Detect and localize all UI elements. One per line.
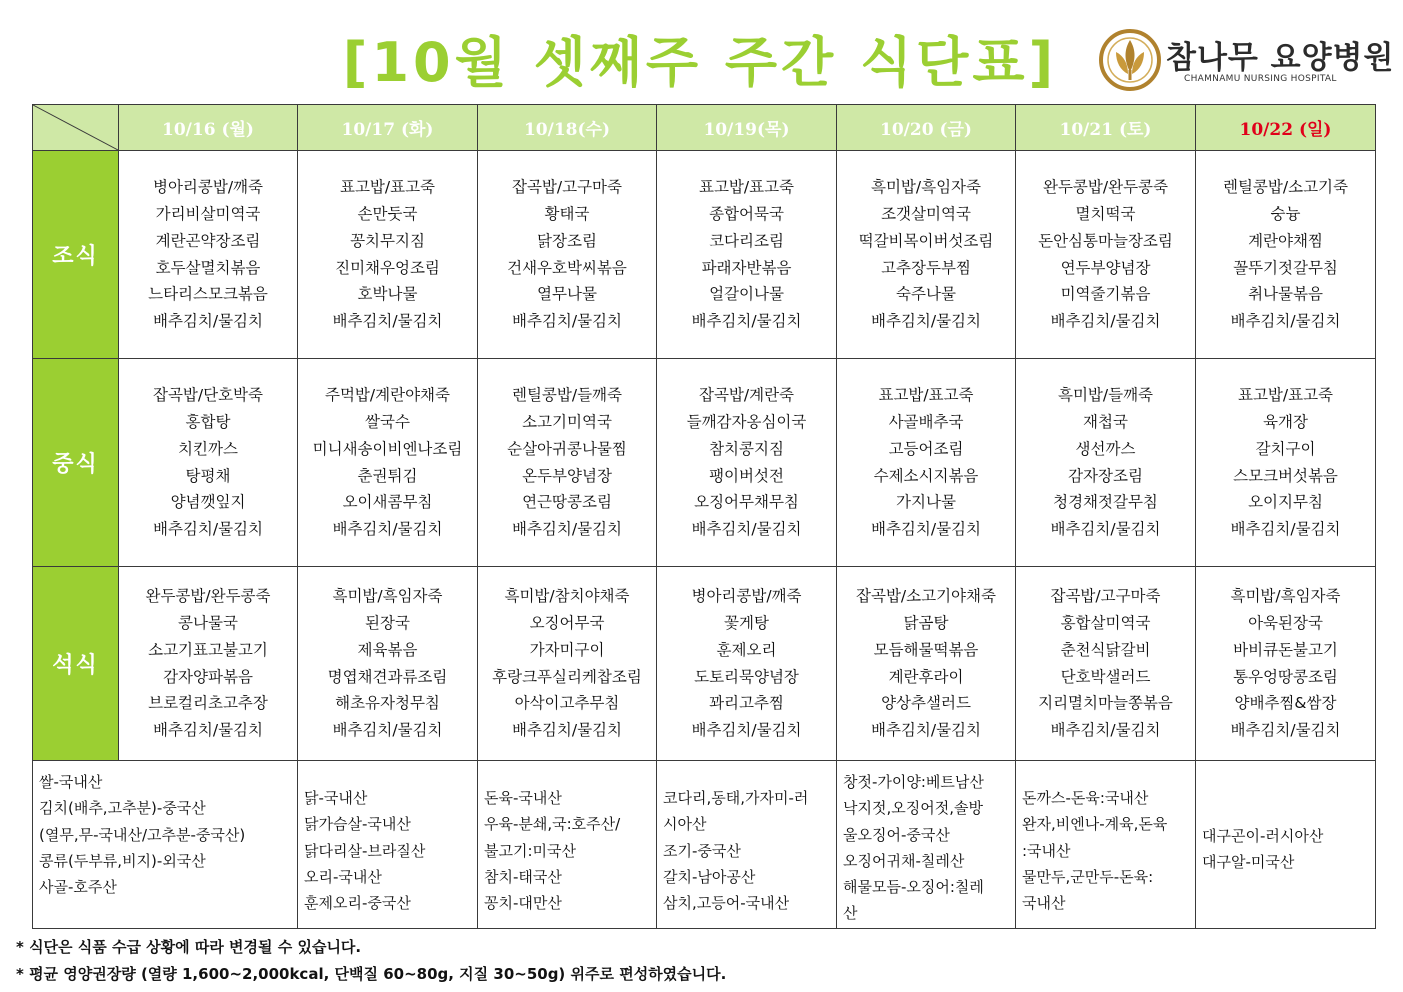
dish-item: 소고기미역국 [522,412,612,431]
dish-item: 돈안심통마늘장조림 [1038,231,1173,250]
menu-cell [1196,567,1376,761]
origin-line: 돈까스-돈육:국내산 [1022,789,1149,807]
dish-item: 배추김치/물김치 [870,721,982,740]
dish-item: 수제소시지볶음 [873,466,979,485]
dish-item: 훈제오리 [716,640,777,659]
dish-item: 연근땅콩조림 [522,493,612,512]
dish-item: 양념깻잎지 [170,493,246,512]
dish-item: 제육볶음 [357,640,418,659]
origin-line: 닭가슴살-국내산 [304,815,411,834]
dish-item: 손만둣국 [357,204,418,223]
dish-item: 모듬해물떡볶음 [873,640,979,659]
dish-item: 계란야채찜 [1248,231,1323,250]
origin-line: 산 [843,904,858,923]
dish-item: 흑미밥/흑임자죽 [332,587,443,606]
dish-item: 배추김치/물김치 [1050,312,1161,331]
origin-line: 삼치,고등어-국내산 [663,894,790,913]
day-header: 10/21 (토) [1016,105,1196,151]
dish-item: 단호박샐러드 [1060,667,1151,686]
day-header: 10/16 (월) [119,105,298,151]
dish-item: 진미채우엉조림 [335,258,440,277]
origin-line: 오징어귀채-칠레산 [843,851,965,870]
meal-row-dinner [33,567,1376,761]
dish-item: 온두부양념장 [522,466,612,485]
dish-item: 배추김치/물김치 [1050,721,1161,740]
dish-item: 갈치구이 [1255,439,1316,458]
origin-line: 사골-호주산 [39,878,117,897]
hospital-name: 참나무 요양병원 [1166,40,1395,76]
origin-line: 대구곤이-러시아산 [1202,827,1324,845]
dish-item: 배추김치/물김치 [870,312,982,331]
dish-item: 감자양파볶음 [163,667,253,686]
menu-cell [657,567,837,761]
dish-item: 배추김치/물김치 [152,312,264,331]
origin-line: 조기-중국산 [663,841,741,860]
dish-item: 흑미밥/흑임자죽 [1230,587,1341,606]
dish-item: 표고밥/표고죽 [878,386,974,405]
origin-line: 오리-국내산 [304,867,382,886]
origin-line: 완자,비엔나-계육,돈육 [1022,815,1168,834]
menu-cell [478,359,657,567]
dish-item: 종합어묵국 [709,204,784,223]
dish-item: 병아리콩밥/깨죽 [691,587,802,606]
origin-line: 우육-분쇄,국:호주산/ [484,815,621,834]
origin-line: 시아산 [663,815,707,834]
dish-item: 배추김치/물김치 [691,312,802,331]
menu-cell [478,151,657,359]
origin-line: 해물모듬-오징어:칠레 [843,878,984,897]
dish-item: 육개장 [1263,412,1308,431]
meal-row-breakfast [33,151,1376,359]
dish-item: 잡곡밥/계란죽 [698,386,795,405]
dish-item: 감자장조림 [1068,466,1143,485]
dish-item: 배추김치/물김치 [511,721,623,740]
dish-item: 팽이버섯전 [709,466,784,485]
dish-item: 오징어무국 [529,613,605,632]
day-header: 10/19(목) [657,105,837,151]
dish-item: 쌀국수 [365,412,410,431]
dish-item: 아욱된장국 [1248,613,1323,632]
dish-item: 양상추샐러드 [881,694,971,713]
diagonal-divider [33,105,118,150]
footnotes [16,934,726,988]
origin-row [33,761,1376,929]
dish-item: 배추김치/물김치 [870,520,982,539]
menu-cell [837,359,1016,567]
dish-item: 흑미밥/들깨죽 [1057,386,1154,405]
dish-item: 배추김치/물김치 [332,312,443,331]
dish-item: 숭늉 [1270,204,1301,223]
dish-item: 아삭이고추무침 [514,694,620,713]
dish-item: 잡곡밥/소고기야채죽 [856,587,996,606]
dish-item: 배추김치/물김치 [1230,312,1341,331]
dish-item: 통우엉땅콩조림 [1233,667,1338,686]
dish-item: 도토리묵양념장 [694,667,799,686]
dish-item: 꽁치무지짐 [350,231,425,250]
dish-item: 스모크버섯볶음 [1233,466,1338,485]
dish-item: 흑미밥/흑임자죽 [870,178,982,197]
dish-item: 표고밥/표고죽 [1237,386,1334,405]
dish-item: 참치콩지짐 [709,439,784,458]
dish-item: 렌틸콩밥/들깨죽 [511,386,623,405]
dish-item: 가지나물 [896,493,956,512]
dish-item: 떡갈비목이버섯조림 [858,231,994,250]
menu-cell [837,567,1016,761]
dish-item: 미역줄기볶음 [1060,285,1151,304]
dish-item: 미니새송이비엔나조림 [312,439,463,458]
origin-cell [478,761,657,929]
dish-item: 후랑크푸실리케찹조림 [492,667,642,686]
origin-line: 불고기:미국산 [484,841,576,860]
menu-cell [657,359,837,567]
menu-cell [298,151,478,359]
page-title: [10월 셋째주 주간 식단표] [342,31,1058,94]
menu-cell [1016,359,1196,567]
dish-item: 배추김치/물김치 [152,721,264,740]
dish-item: 느타리스모크볶음 [148,285,268,304]
dish-item: 춘천식닭갈비 [1060,640,1151,659]
dish-item: 해초유자청무침 [335,694,440,713]
dish-item: 배추김치/물김치 [1050,520,1161,539]
day-header-row [33,105,1376,151]
origin-cell [1196,761,1376,929]
dish-item: 숙주나물 [896,285,956,304]
dish-item: 고추장두부찜 [881,258,971,277]
menu-cell [478,567,657,761]
meal-row-lunch [33,359,1376,567]
origin-line: 국내산 [1022,894,1066,913]
dish-item: 치킨까스 [178,439,238,458]
dish-item: 명엽채견과류조림 [327,667,448,686]
oak-leaf-emblem-icon [1098,28,1162,92]
dish-item: 재첩국 [1083,412,1128,431]
meal-label: 조식 [33,151,119,359]
origin-line: 김치(배추,고추분)-중국산 [39,799,206,818]
menu-cell [1016,567,1196,761]
dish-item: 가리비살미역국 [155,204,261,223]
menu-cell [1196,151,1376,359]
menu-cell [119,567,298,761]
dish-item: 탕평채 [185,466,231,485]
day-header-sunday: 10/22 (일) [1196,105,1376,151]
dish-item: 닭장조림 [537,231,597,250]
origin-cell [1016,761,1196,929]
dish-item: 브로컬리초고추장 [148,694,268,713]
dish-item: 배추김치/물김치 [511,520,623,539]
menu-cell [1196,359,1376,567]
dish-item: 렌틸콩밥/소고기죽 [1222,178,1348,197]
origin-line: 물만두,군만두-돈육: [1022,867,1154,886]
origin-line: 낙지젓,오징어젓,솔방 [843,799,983,818]
origin-line: 코다리,동태,가자미-러 [663,789,809,807]
dish-item: 건새우호박씨볶음 [507,258,627,277]
dish-item: 생선까스 [1075,439,1136,458]
menu-cell [119,359,298,567]
dish-item: 소고기표고불고기 [148,640,268,659]
dish-item: 오징어무채무침 [694,493,799,512]
dish-item: 호두살멸치볶음 [155,258,261,277]
hospital-english-name: CHAMNAMU NURSING HOSPITAL [1184,74,1337,84]
dish-item: 잡곡밥/단호박죽 [152,386,264,405]
dish-item: 배추김치/물김치 [691,721,802,740]
day-header: 10/17 (화) [298,105,478,151]
dish-item: 바비큐돈불고기 [1233,640,1338,659]
dish-item: 고등어조림 [888,439,964,458]
dish-item: 배추김치/물김치 [1230,721,1341,740]
dish-item: 홍합살미역국 [1060,613,1151,632]
dish-item: 잡곡밥/고구마죽 [511,178,623,197]
menu-cell [298,567,478,761]
dish-item: 꽈리고추찜 [709,694,784,713]
dish-item: 가자미구이 [529,640,605,659]
dish-item: 호박나물 [357,285,418,304]
origin-line: 갈치-남아공산 [663,867,756,886]
dish-item: 청경채젓갈무침 [1053,493,1158,512]
meal-label: 중식 [33,359,119,567]
day-header: 10/18(수) [478,105,657,151]
dish-item: 꽃게탕 [724,613,769,632]
corner-cell [33,105,119,151]
dish-item: 주먹밥/계란야채죽 [324,386,450,405]
origin-line: (열무,무-국내산/고추분-중국산) [39,825,246,844]
menu-cell [1016,151,1196,359]
origin-line: 쌀-국내산 [39,773,103,791]
dish-item: 닭곰탕 [903,613,949,632]
dish-item: 지리멸치마늘쫑볶음 [1038,694,1173,713]
dish-item: 꼴뚜기젓갈무침 [1233,258,1338,277]
dish-item: 춘권튀김 [357,466,418,485]
dish-item: 오이지무침 [1248,493,1323,512]
dish-item: 계란후라이 [888,667,964,686]
dish-item: 멸치떡국 [1075,204,1136,223]
dish-item: 표고밥/표고죽 [339,178,436,197]
origin-line: :국내산 [1022,841,1071,860]
meal-label: 석식 [33,567,119,761]
dish-item: 연두부양념장 [1060,258,1151,277]
footnote: * 식단은 식품 수급 상황에 따라 변경될 수 있습니다. [16,938,362,956]
dish-item: 배추김치/물김치 [691,520,802,539]
dish-item: 콩나물국 [178,613,238,632]
origin-cell [298,761,478,929]
dish-item: 조갯살미역국 [881,204,971,223]
dish-item: 열무나물 [537,285,597,304]
dish-item: 사골배추국 [888,412,964,431]
dish-item: 들깨감자옹심이국 [686,412,807,431]
dish-item: 파래자반볶음 [701,258,792,277]
origin-cell [33,761,298,929]
origin-cell [837,761,1016,929]
dish-item: 표고밥/표고죽 [698,178,795,197]
origin-line: 대구알-미국산 [1202,853,1295,872]
dish-item: 취나물볶음 [1248,285,1323,304]
dish-item: 코다리조림 [709,231,784,250]
menu-cell [657,151,837,359]
dish-item: 황태국 [544,204,590,223]
footnote: * 평균 영양권장량 (열량 1,600~2,000kcal, 단백질 60~80g, 지질 30~50g) 위주로 편성하였습니다. [16,965,727,983]
dish-item: 순살아귀콩나물찜 [507,439,627,458]
dish-item: 오이새콤무침 [342,493,433,512]
dish-item: 된장국 [365,613,410,632]
dish-item: 얼갈이나물 [709,285,784,304]
weekly-menu-table [32,104,1376,929]
menu-cell [119,151,298,359]
origin-line: 콩류(두부류,비지)-외국산 [39,851,206,870]
dish-item: 배추김치/물김치 [511,312,623,331]
dish-item: 배추김치/물김치 [332,721,443,740]
dish-item: 배추김치/물김치 [332,520,443,539]
dish-item: 양배추찜&쌈장 [1234,694,1337,713]
dish-item: 병아리콩밥/깨죽 [152,178,264,197]
origin-line: 닭다리살-브라질산 [304,841,426,860]
dish-item: 배추김치/물김치 [152,520,264,539]
menu-cell [298,359,478,567]
dish-item: 완두콩밥/완두콩죽 [1042,178,1168,197]
menu-cell [837,151,1016,359]
dish-item: 잡곡밥/고구마죽 [1050,587,1161,606]
origin-line: 훈제오리-중국산 [304,894,411,913]
origin-line: 돈육-국내산 [484,789,562,807]
origin-line: 닭-국내산 [304,789,368,807]
dish-item: 계란곤약장조림 [155,231,261,250]
day-header: 10/20 (금) [837,105,1016,151]
dish-item: 홍합탕 [185,412,231,431]
hospital-logo [1098,28,1395,92]
origin-line: 창젓-가이양:베트남산 [843,773,984,791]
dish-item: 배추김치/물김치 [1230,520,1341,539]
dish-item: 완두콩밥/완두콩죽 [145,587,271,606]
origin-line: 참치-태국산 [484,867,562,886]
origin-cell [657,761,837,929]
origin-line: 울오징어-중국산 [843,825,950,844]
dish-item: 흑미밥/참치야채죽 [504,587,630,606]
origin-line: 꽁치-대만산 [484,894,562,913]
